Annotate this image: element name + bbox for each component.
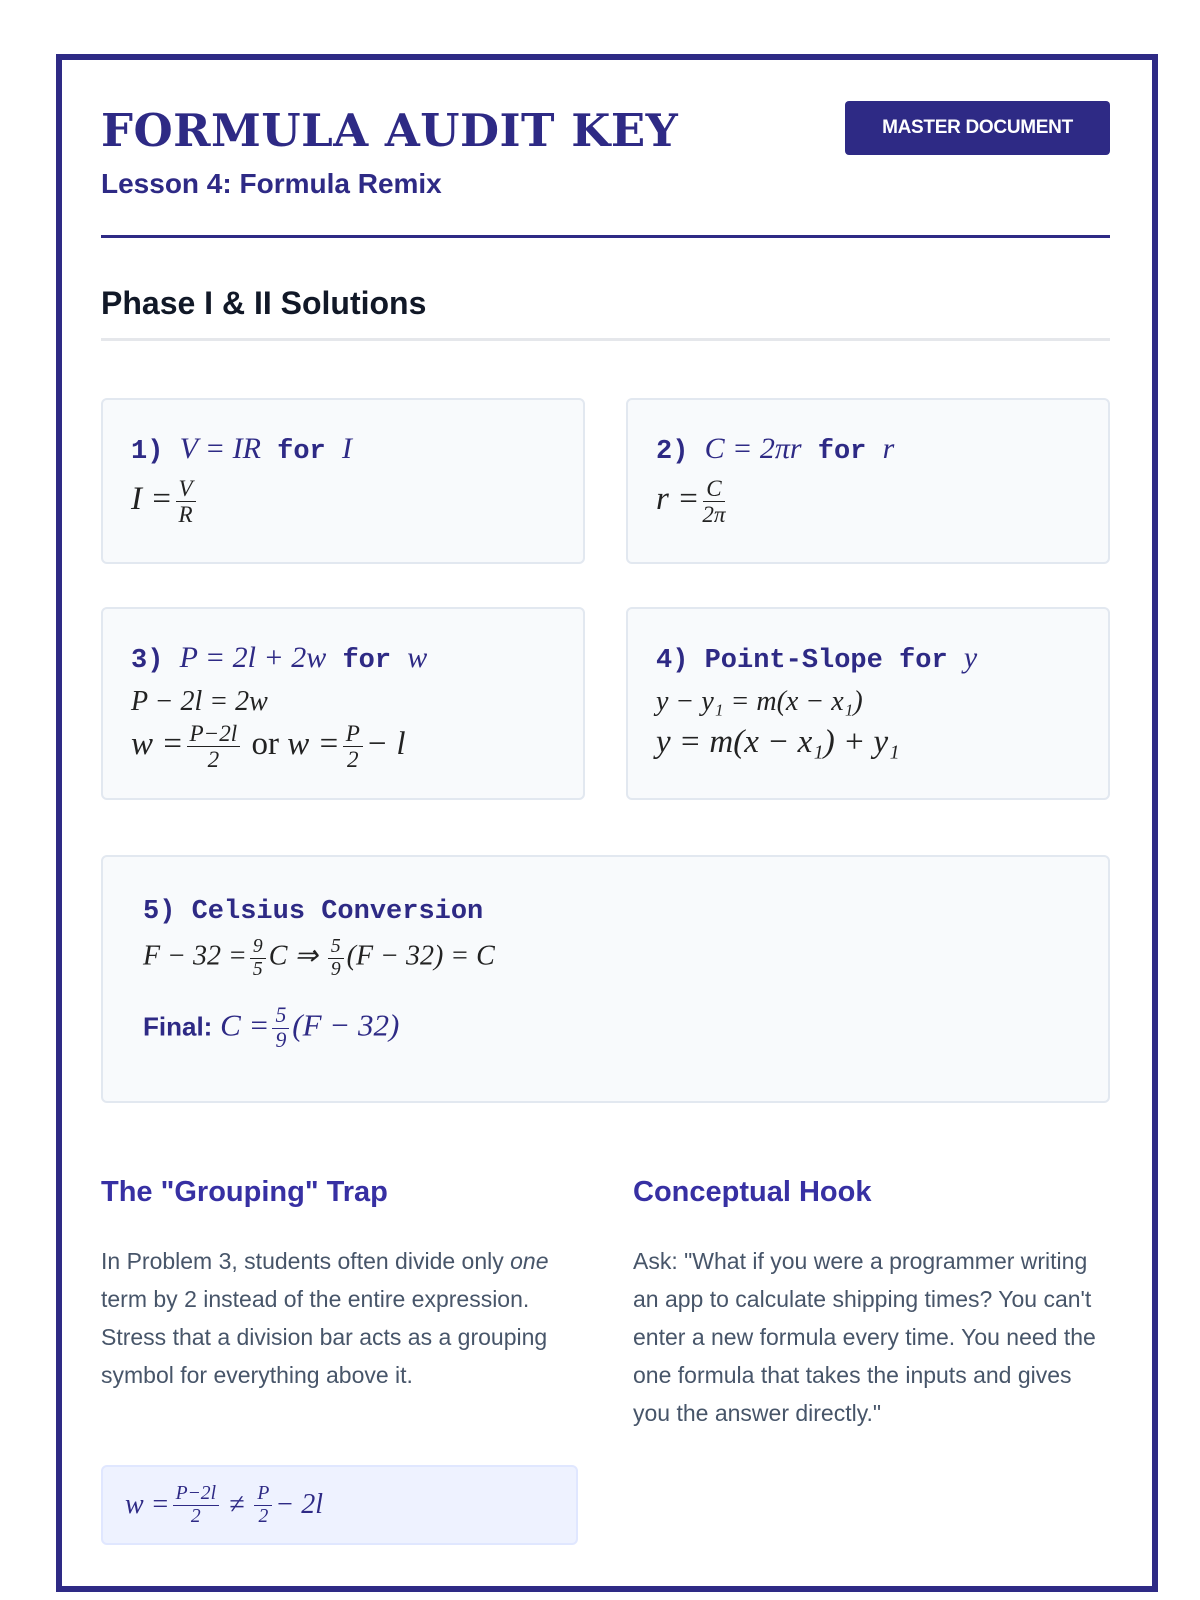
lhs: C = xyxy=(220,1007,270,1043)
numerator: 5 xyxy=(328,937,344,959)
lhs: w = xyxy=(287,726,340,763)
problem-card-2 xyxy=(626,398,1110,564)
numerator: V xyxy=(176,477,196,502)
denominator: 2 xyxy=(347,746,359,773)
denominator: 9 xyxy=(330,958,341,980)
tail: − l xyxy=(365,726,406,763)
denominator: 5 xyxy=(252,958,263,980)
section-divider xyxy=(101,338,1110,341)
final-solution xyxy=(143,1005,1068,1051)
solution xyxy=(656,477,1080,526)
denominator: 2 xyxy=(258,1505,269,1527)
solution xyxy=(131,477,555,526)
expr: C ⇒ xyxy=(268,940,318,972)
for-label: for xyxy=(277,437,326,467)
grouping-trap-text xyxy=(101,1242,571,1394)
denominator: 2 xyxy=(207,746,220,773)
numerator: 5 xyxy=(272,1005,289,1029)
for-label: for xyxy=(899,646,948,676)
numerator: P−2l xyxy=(173,1484,219,1506)
problem-card-3 xyxy=(101,607,585,800)
solve-variable: y xyxy=(963,641,978,674)
tail: (F − 32) xyxy=(292,1007,400,1043)
expr: F − 32 = xyxy=(143,940,247,972)
lhs: w = xyxy=(131,726,184,763)
numerator: P xyxy=(254,1484,272,1506)
not-equal: ≠ xyxy=(229,1489,245,1520)
conceptual-hook-heading: Conceptual Hook xyxy=(633,1176,872,1208)
solve-variable: I xyxy=(341,432,352,465)
for-label: for xyxy=(817,437,867,467)
emphasis: one xyxy=(510,1248,549,1274)
text: term by 2 instead of the entire expression. Stress that a division bar acts as a grouping symbol for everything above it. xyxy=(101,1286,548,1388)
solution-step xyxy=(143,937,1068,979)
grouping-formula-box xyxy=(101,1465,578,1545)
solve-variable: r xyxy=(882,432,895,465)
problem-equation: V = IR xyxy=(179,432,261,465)
problem-label: 2) xyxy=(656,437,689,467)
final-label: Final: xyxy=(143,1011,213,1042)
header-divider xyxy=(101,235,1110,238)
conceptual-hook-text: Ask: "What if you were a programmer writing an app to calculate shipping times? You can't enter a new formula every time. You need the one formula that takes the inputs and gives you the answer directly." xyxy=(633,1248,1096,1426)
numerator: P−2l xyxy=(187,722,241,747)
solution xyxy=(131,722,555,771)
page-title: FORMULA AUDIT KEY xyxy=(101,104,679,157)
lesson-subtitle: Lesson 4: Formula Remix xyxy=(101,168,442,199)
problem-label: 3) xyxy=(131,646,164,676)
solution: y = m(x − x₁) + y₁ xyxy=(656,724,900,760)
problem-card-4 xyxy=(626,607,1110,800)
expr: (F − 32) = C xyxy=(346,940,495,972)
denominator: 2 xyxy=(190,1505,201,1527)
solution-step: P − 2l = 2w xyxy=(131,686,268,717)
or-label: or xyxy=(251,726,279,763)
lhs: r = xyxy=(656,481,700,518)
numerator: P xyxy=(343,722,363,747)
denominator: 9 xyxy=(275,1027,287,1052)
problem-card-1 xyxy=(101,398,585,564)
problem-equation: C = 2πr xyxy=(704,432,802,465)
lhs: I = xyxy=(131,481,173,518)
numerator: C xyxy=(703,477,724,502)
text: In Problem 3, students often divide only xyxy=(101,1248,504,1274)
grouping-trap-heading: The "Grouping" Trap xyxy=(101,1176,388,1208)
problem-card-5 xyxy=(101,855,1110,1103)
problem-equation: P = 2l + 2w xyxy=(179,641,327,674)
solve-variable: w xyxy=(407,641,428,674)
for-label: for xyxy=(342,646,392,676)
master-document-badge: MASTER DOCUMENT xyxy=(845,101,1110,155)
section-title: Phase I & II Solutions xyxy=(101,285,427,321)
tail: − 2l xyxy=(275,1489,324,1520)
solution-step: y − y₁ = m(x − x₁) xyxy=(656,686,863,717)
denominator: R xyxy=(178,501,193,528)
problem-label: 5) Celsius Conversion xyxy=(143,897,484,927)
problem-label: 4) Point-Slope xyxy=(656,646,883,676)
denominator: 2π xyxy=(702,501,726,528)
problem-label: 1) xyxy=(131,437,164,467)
numerator: 9 xyxy=(250,937,266,959)
lhs: w = xyxy=(125,1489,170,1520)
